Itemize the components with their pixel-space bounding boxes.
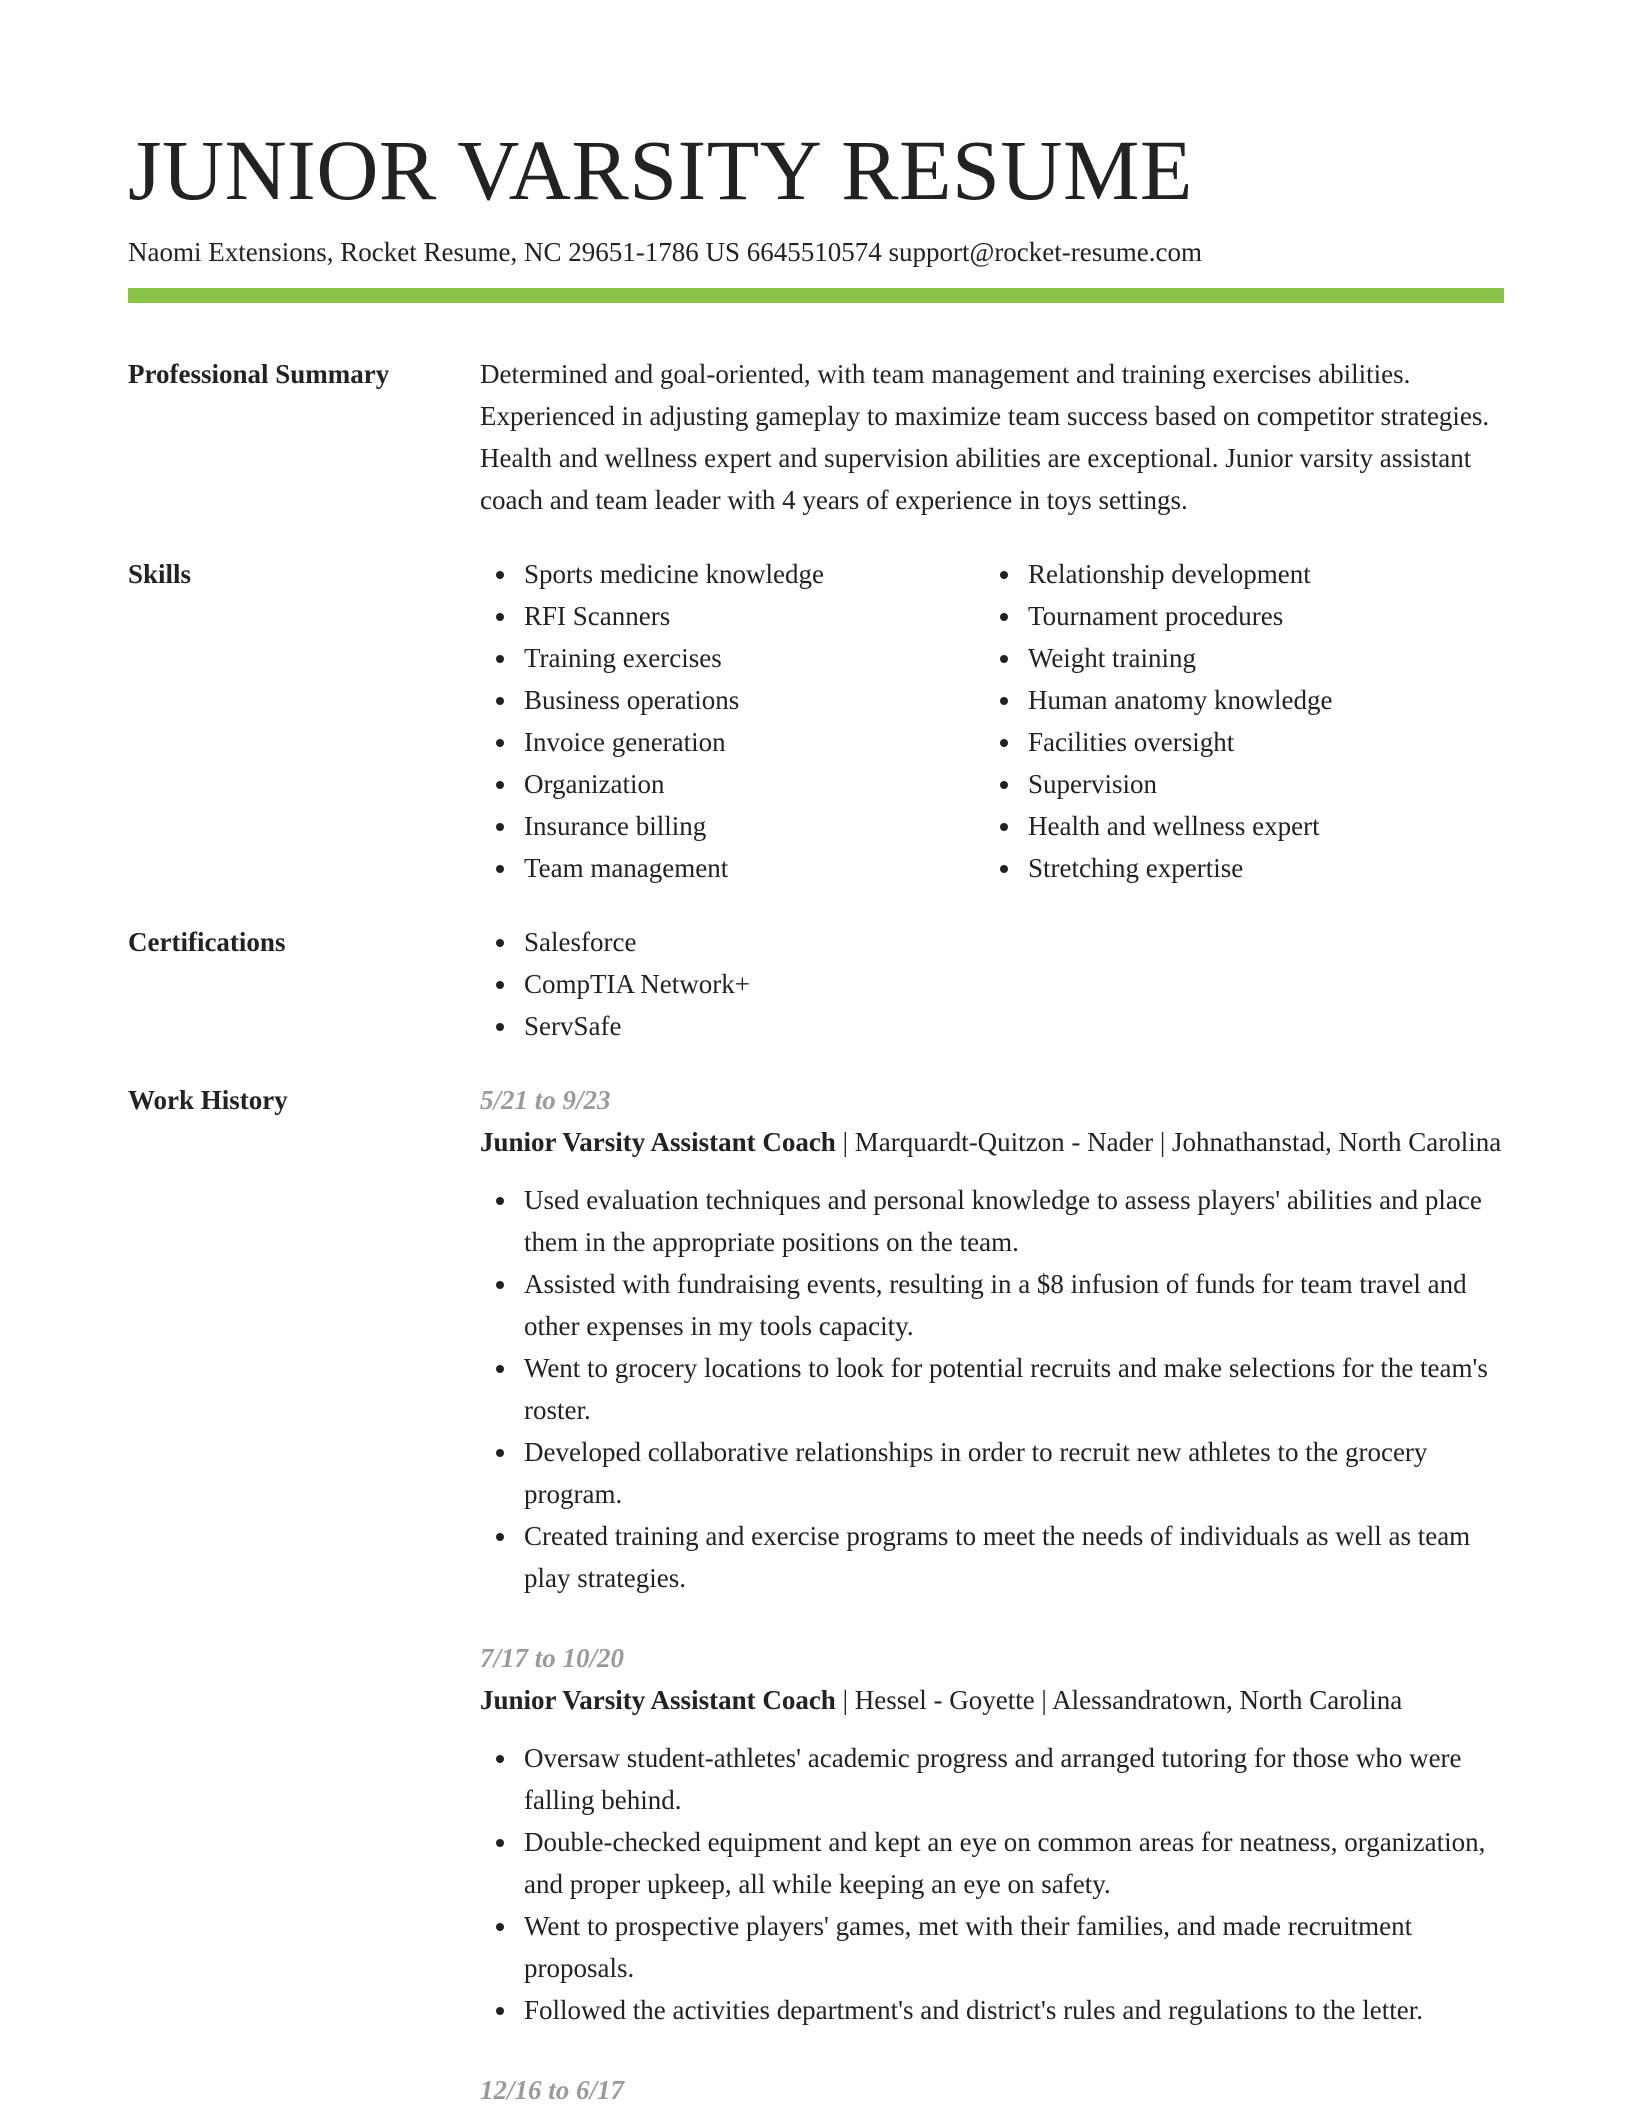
resume-title: JUNIOR VARSITY RESUME [128,122,1193,218]
skill-item: RFI Scanners [524,595,984,637]
summary-text: Determined and goal-oriented, with team management and training exercises abilities. Experienced in adjusting gameplay to maximize team success based on competitor strategies. Health and wellness expert and supervision abilities are exceptional. Junior varsity assistant coach and team leader with 4 years of experience in toys settings. [480,359,1490,515]
job-bullet: Double-checked equipment and kept an eye on common areas for neatness, organization, and proper upkeep, all while keeping an eye on safety. [524,1821,1504,1905]
job-employer-location: | Marquardt-Quitzon - Nader | Johnathanstad, North Carolina [835,1127,1502,1157]
job-title: Junior Varsity Assistant Coach [480,1685,836,1715]
skill-item: Organization [524,763,984,805]
skills-section [128,553,1504,889]
job-bullet: Went to grocery locations to look for potential recruits and make selections for the team's roster. [524,1347,1504,1431]
job-bullet: Assisted with fundraising events, resulting in a $8 infusion of funds for team travel and other expenses in my tools capacity. [524,1263,1504,1347]
certifications-section [128,921,1504,1047]
job-entry [480,1637,1504,2031]
skills-column-left [480,553,984,889]
job-bullet: Oversaw student-athletes' academic progress and arranged tutoring for those who were falling behind. [524,1737,1504,1821]
job-title: Junior Varsity Assistant Coach [480,1127,836,1157]
job-bullet: Went to prospective players' games, met with their families, and made recruitment proposals. [524,1905,1504,1989]
certifications-list [480,921,1504,1047]
work-history-section [128,1079,1504,2111]
job-entry [480,1079,1504,1599]
certification-item: CompTIA Network+ [524,963,1504,1005]
job-dates: 7/17 to 10/20 [480,1643,625,1673]
skill-item: Tournament procedures [1028,595,1488,637]
job-dates: 5/21 to 9/23 [480,1085,611,1115]
certification-item: Salesforce [524,921,1504,963]
skill-item: Sports medicine knowledge [524,553,984,595]
job-bullet: Developed collaborative relationships in order to recruit new athletes to the grocery program. [524,1431,1504,1515]
skills-column-right [984,553,1488,889]
skill-item: Health and wellness expert [1028,805,1488,847]
header-divider [128,288,1504,303]
certifications-heading: Certifications [128,927,286,957]
skill-item: Stretching expertise [1028,847,1488,889]
skill-item: Relationship development [1028,553,1488,595]
skills-columns [480,553,1504,889]
work-history-body [480,1079,1504,2111]
skill-item: Business operations [524,679,984,721]
contact-line: Naomi Extensions, Rocket Resume, NC 29651-1786 US 6645510574 support@rocket-resume.com [128,237,1202,267]
job-dates: 12/16 to 6/17 [480,2075,625,2105]
skill-item: Human anatomy knowledge [1028,679,1488,721]
summary-section [128,353,1504,521]
skills-heading: Skills [128,559,192,589]
job-bullet: Created training and exercise programs to meet the needs of individuals as well as team play strategies. [524,1515,1504,1599]
skill-item: Insurance billing [524,805,984,847]
skill-item: Team management [524,847,984,889]
job-header [480,1679,1504,1721]
job-employer-location: | Hessel - Goyette | Alessandratown, North Carolina [835,1685,1403,1715]
skill-item: Facilities oversight [1028,721,1488,763]
job-bullet: Followed the activities department's and district's rules and regulations to the letter. [524,1989,1504,2031]
skill-item: Invoice generation [524,721,984,763]
resume-page [128,0,1504,2111]
skill-item: Supervision [1028,763,1488,805]
job-header [480,1121,1504,1163]
skill-item: Weight training [1028,637,1488,679]
skill-item: Training exercises [524,637,984,679]
work-history-heading: Work History [128,1085,288,1115]
certification-item: ServSafe [524,1005,1504,1047]
summary-heading: Professional Summary [128,359,390,389]
job-bullet: Used evaluation techniques and personal knowledge to assess players' abilities and place them in the appropriate positions on the team. [524,1179,1504,1263]
